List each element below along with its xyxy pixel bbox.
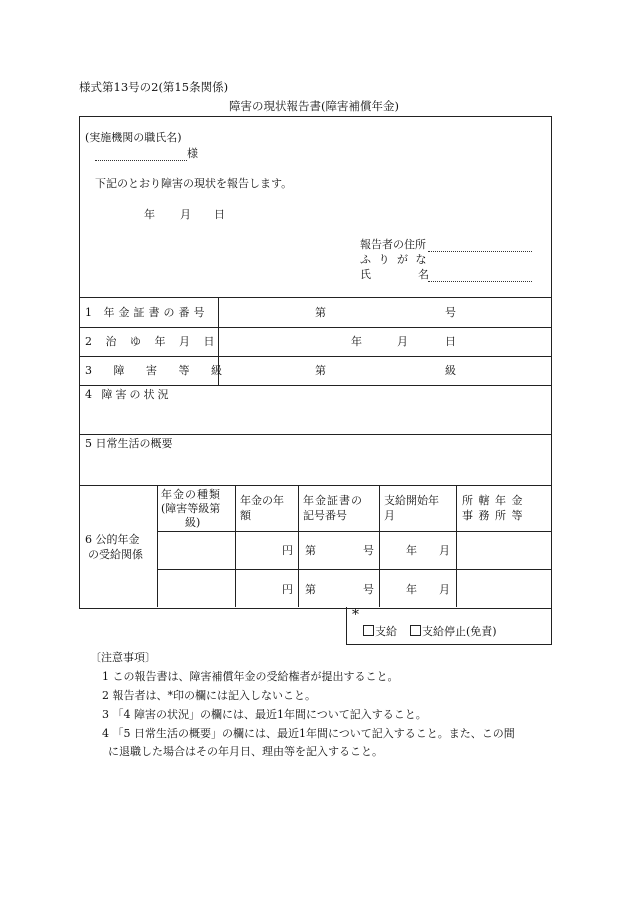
rule: [298, 485, 299, 607]
office-use-option-1[interactable]: [363, 625, 397, 639]
office-use-option-2[interactable]: [410, 625, 497, 639]
checkbox-icon: [363, 625, 374, 636]
condition-field[interactable]: [80, 402, 550, 433]
date-month-label: 月: [180, 208, 191, 221]
note-item: 4 「5 日常生活の概要」の欄には、最近1年間について記入すること。また、この間: [102, 727, 515, 740]
note-item: 1 この報告書は、障害補償年金の受給権者が提出すること。: [102, 670, 399, 683]
cure-date-label: 2 治 ゆ 年 月 日: [85, 335, 220, 348]
grade-label: 3 障 害 等 級: [85, 364, 231, 377]
note-item: 2 報告者は、*印の欄には記入しないこと。: [102, 689, 316, 702]
cure-day: 日: [445, 335, 456, 348]
recipient-suffix: 様: [187, 147, 198, 160]
entry-cert-dai: 第: [305, 583, 316, 596]
cure-date-field[interactable]: [219, 328, 550, 355]
pension-cert-label: 1 年金証書の番号: [85, 306, 209, 319]
col-header-type-1: 年金の種類: [161, 488, 221, 501]
pension-cert-go: 号: [445, 306, 456, 319]
pension-cert-dai: 第: [315, 306, 326, 319]
checkbox-icon: [410, 625, 421, 636]
pension-cert-field[interactable]: [219, 298, 550, 326]
recipient-label: (実施機関の職氏名): [85, 131, 182, 144]
option-1-label: 支給: [375, 625, 397, 638]
option-2-label: 支給停止(免責): [422, 625, 497, 638]
daily-life-field[interactable]: [80, 451, 550, 484]
office-use-asterisk: *: [352, 607, 359, 623]
entry-yen: 円: [282, 583, 293, 596]
form-number: 様式第13号の2(第15条関係): [79, 80, 229, 94]
date-year-label: 年: [144, 208, 155, 221]
col-header-type-3: 級): [185, 516, 201, 529]
rule: [79, 434, 551, 435]
col-header-amount-1: 年金の年: [240, 494, 284, 507]
col-header-cert-1: 年金証書の: [303, 494, 363, 507]
rule: [235, 485, 236, 607]
notes-heading: 〔注意事項〕: [90, 651, 156, 664]
col-header-office-2: 事 務 所 等: [462, 509, 524, 522]
entry-cert-dai: 第: [305, 544, 316, 557]
reporter-name-label-a: 氏: [360, 268, 371, 281]
grade-dai: 第: [315, 364, 326, 377]
col-header-amount-2: 額: [240, 509, 251, 522]
col-header-type-2: (障害等級第: [161, 502, 221, 515]
rule: [79, 485, 551, 486]
cure-month: 月: [397, 335, 408, 348]
entry-type-field[interactable]: [158, 570, 234, 606]
cure-year: 年: [351, 335, 362, 348]
entry-cert-go: 号: [363, 544, 374, 557]
date-day-label: 日: [214, 208, 225, 221]
entry-type-field[interactable]: [158, 532, 234, 568]
recipient-field[interactable]: [95, 147, 198, 161]
entry-office-field[interactable]: [457, 532, 550, 568]
entry-start-month: 月: [439, 583, 450, 596]
reporter-furigana-label: ふ り が な: [360, 253, 429, 266]
note-item: 3 「4 障害の状況」の欄には、最近1年間について記入すること。: [102, 708, 427, 721]
reporter-name-label-b: 名: [418, 268, 429, 281]
reporter-address-label: 報告者の住所: [360, 238, 426, 251]
intro-text: 下記のとおり障害の現状を報告します。: [95, 177, 293, 190]
col-header-start-1: 支給開始年: [384, 494, 439, 507]
grade-field[interactable]: [219, 357, 550, 384]
grade-kyu: 級: [445, 364, 456, 377]
col-header-start-2: 月: [384, 509, 395, 522]
rule: [79, 385, 551, 386]
daily-life-label: 5 日常生活の概要: [85, 437, 173, 450]
note-item: に退職した場合はその年月日、理由等を記入すること。: [108, 745, 383, 758]
condition-label: 4 障害の状況: [85, 388, 172, 401]
public-pension-label-1: 6 公的年金: [85, 533, 140, 546]
col-header-office-1: 所 轄 年 金: [462, 494, 524, 507]
reporter-address-field[interactable]: [428, 238, 532, 252]
reporter-name-field[interactable]: [428, 268, 532, 282]
form-title: 障害の現状報告書(障害補償年金): [229, 99, 399, 113]
entry-start-year: 年: [406, 583, 417, 596]
public-pension-label-2: の受給関係: [88, 548, 143, 561]
entry-office-field[interactable]: [457, 570, 550, 606]
entry-yen: 円: [282, 544, 293, 557]
entry-start-year: 年: [406, 544, 417, 557]
col-header-cert-2: 記号番号: [303, 509, 347, 522]
entry-start-month: 月: [439, 544, 450, 557]
entry-cert-go: 号: [363, 583, 374, 596]
rule: [379, 485, 380, 607]
